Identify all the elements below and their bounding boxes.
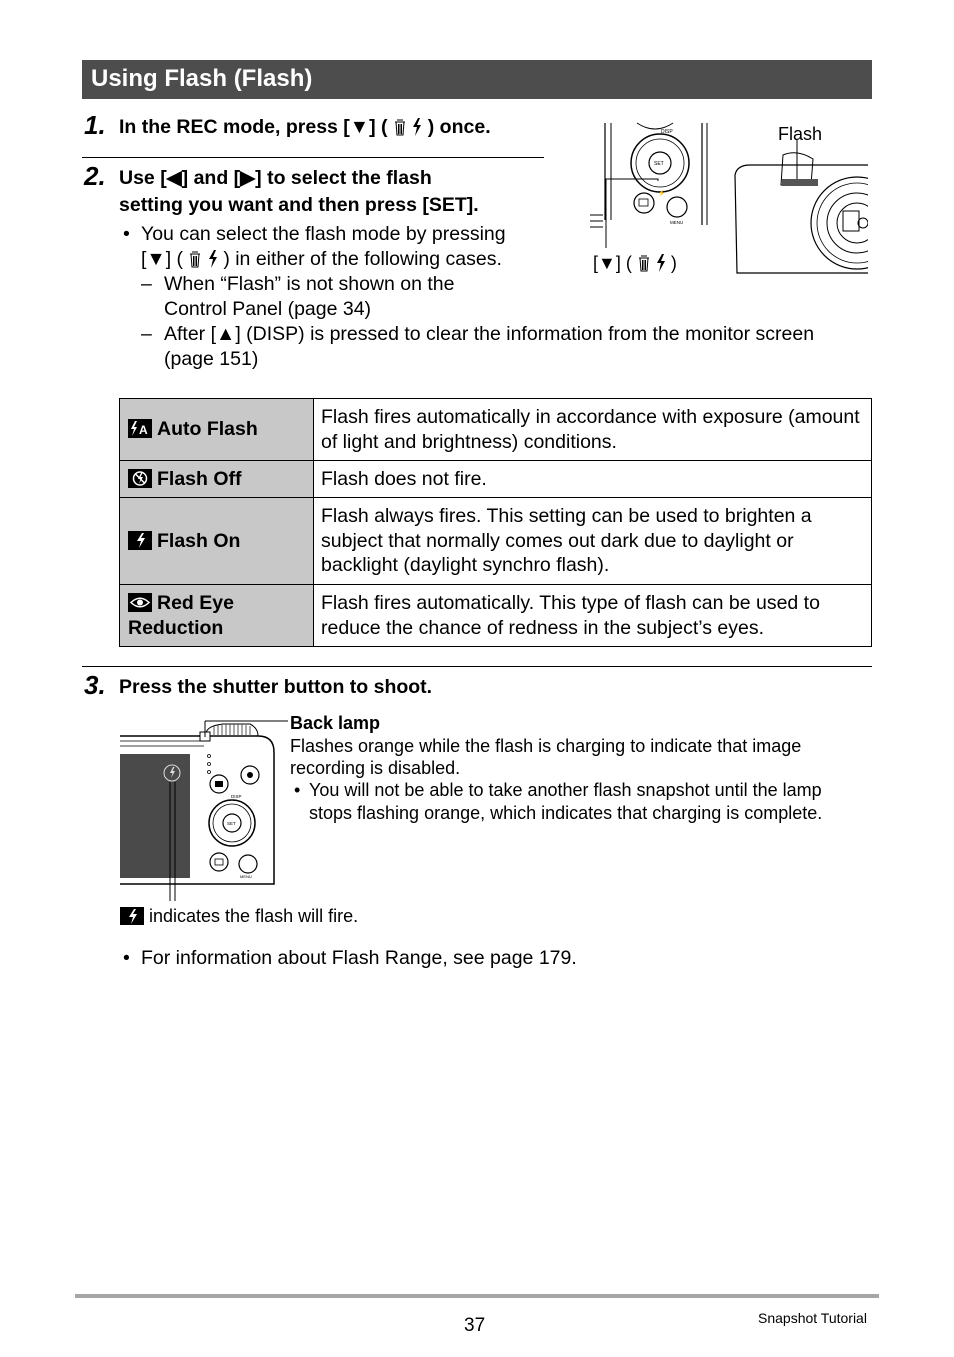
- button-label-pre: [▼] (: [593, 253, 632, 273]
- camera-back-figure: [118, 716, 290, 901]
- step-1-text-a: In the REC mode, press [▼] (: [119, 116, 388, 138]
- dash: –: [141, 323, 152, 345]
- table-row: [120, 399, 872, 461]
- case-1-b: Control Panel (page 34): [164, 298, 372, 320]
- case-1-a: When “Flash” is not shown on the: [164, 273, 455, 295]
- flash-icon: [412, 117, 422, 144]
- flash-indicator-note: [120, 905, 358, 928]
- mode-description: Flash does not fire.: [314, 461, 872, 498]
- step-1-text-b: ) once.: [427, 116, 491, 138]
- flash-on-icon: [120, 907, 144, 925]
- disp-label: DISP: [231, 794, 242, 799]
- bullet-dot: •: [123, 223, 130, 245]
- step-divider: [82, 666, 872, 667]
- svg-text:A: A: [139, 423, 148, 438]
- indicator-text: indicates the flash will fire.: [149, 906, 359, 926]
- set-label: SET: [227, 821, 236, 826]
- mode-label-cell: [120, 399, 314, 461]
- mode-label: Flash Off: [157, 467, 242, 490]
- bullet-dot: •: [123, 947, 130, 969]
- step-1-text: [119, 114, 491, 144]
- step-3-number: 3.: [84, 670, 106, 700]
- step-2-line-1: Use [◀] and [▶] to select the flash: [119, 167, 432, 189]
- back-lamp-title: Back lamp: [290, 713, 381, 733]
- button-label-post: ): [670, 253, 677, 273]
- footer-rule: [75, 1294, 879, 1298]
- back-lamp-desc-2: recording is disabled.: [290, 758, 461, 778]
- bullet-b-post: ) in either of the following cases.: [223, 248, 502, 270]
- menu-label: MENU: [240, 874, 252, 879]
- section-title: Using Flash (Flash): [91, 65, 313, 92]
- section-title-bar: [82, 60, 872, 99]
- mode-label: Auto Flash: [157, 418, 258, 441]
- footer-section: Snapshot Tutorial: [758, 1310, 867, 1326]
- step-1-number: 1.: [84, 110, 106, 140]
- step-2-line-2: setting you want and then press [SET].: [119, 194, 479, 216]
- step-3-text: Press the shutter button to shoot.: [119, 676, 433, 698]
- trash-flash-mark: ⚡: [658, 191, 666, 197]
- bullet-dot: •: [294, 780, 301, 800]
- table-row: [120, 461, 872, 498]
- mode-description: Flash always fires. This setting can be used to brighten a subject that normally comes out dark due to daylight or backlight (daylight synchro flash).: [314, 498, 872, 585]
- step-2-bullet-b: [141, 247, 502, 275]
- mode-description: Flash fires automatically in accordance with exposure (amount of light and brightness) conditions.: [314, 399, 872, 461]
- flash-callout-label: Flash: [778, 124, 823, 144]
- red-eye-icon: [128, 593, 152, 612]
- case-2-b: (page 151): [164, 348, 259, 370]
- flash-on-icon: [128, 531, 152, 550]
- mode-label-cont: Reduction: [128, 616, 224, 639]
- back-lamp-bullet-2: stops flashing orange, which indicates that charging is complete.: [309, 803, 823, 823]
- back-lamp-bullet-1: You will not be able to take another flash snapshot until the lamp: [309, 780, 822, 800]
- flash-off-icon: [128, 469, 152, 488]
- button-callout-label: [593, 251, 677, 279]
- mode-label-cell: [120, 498, 314, 585]
- mode-label-cell: [120, 585, 314, 647]
- flash-icon: [656, 254, 666, 279]
- mode-label-cell: [120, 461, 314, 498]
- case-2-a: After [▲] (DISP) is pressed to clear the information from the monitor screen: [164, 323, 815, 345]
- set-label: SET: [654, 161, 664, 167]
- menu-label: MENU: [670, 220, 684, 225]
- trash-icon: [637, 254, 651, 279]
- step-divider: [82, 157, 544, 158]
- mode-label: Red Eye: [157, 592, 234, 614]
- table-row: [120, 585, 872, 647]
- disp-label: DISP: [661, 129, 673, 135]
- mode-description: Flash fires automatically. This type of flash can be used to reduce the chance of redness in the subject’s eyes.: [314, 585, 872, 647]
- trash-icon: [393, 117, 407, 144]
- flash-modes-table: [119, 398, 872, 647]
- step-2-number: 2.: [84, 161, 106, 191]
- bullet-b-pre: [▼] (: [141, 248, 184, 270]
- back-lamp-desc-1: Flashes orange while the flash is charging to indicate that image: [290, 736, 802, 756]
- flash-range-info: For information about Flash Range, see page 179.: [141, 947, 577, 969]
- table-row: [120, 498, 872, 585]
- step-2-bullet-a: You can select the flash mode by pressing: [141, 223, 506, 245]
- auto-flash-icon: [128, 419, 152, 438]
- mode-label: Flash On: [157, 529, 241, 552]
- page-number: 37: [464, 1315, 486, 1336]
- dash: –: [141, 273, 152, 295]
